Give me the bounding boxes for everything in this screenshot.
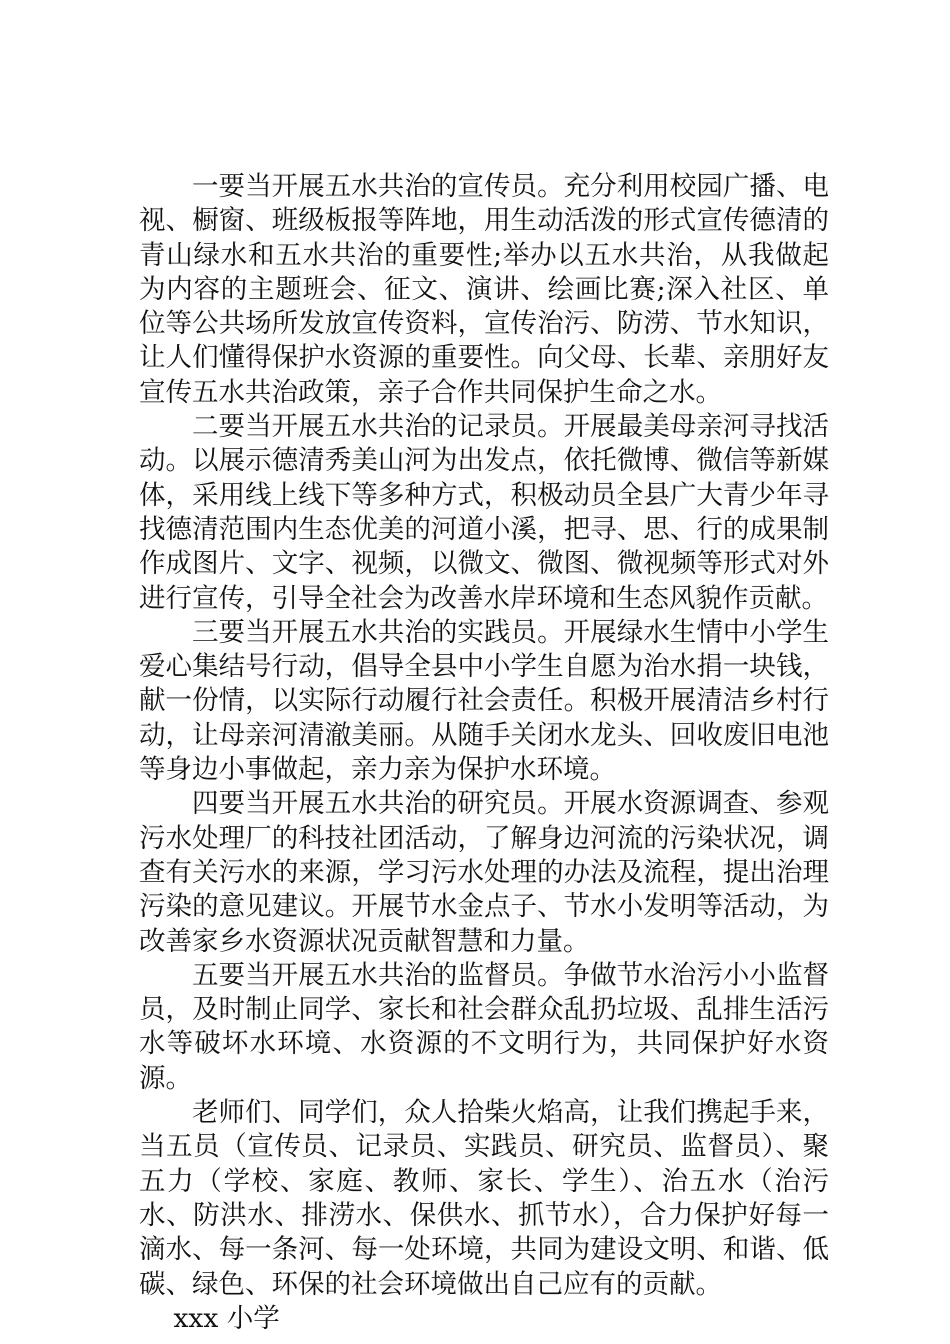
paragraph-recorder: 二要当开展五水共治的记录员。开展最美母亲河寻找活动。以展示德清秀美山河为出发点，依托微博、微信等新媒体，采用线上线下等多种方式，积极动员全县广大青少年寻找德清范围内生态优美的河道小溪，把寻、思、行的成果制作成图片、文字、视频，以微文、微图、微视频等形式对外进行宣传，引导全社会为改善水岸环境和生态风貌作贡献。 bbox=[139, 411, 829, 614]
paragraph-closing: 老师们、同学们，众人拾柴火焰高，让我们携起手来，当五员（宣传员、记录员、实践员、研究员、监督员）、聚五力（学校、家庭、教师、家长、学生）、治五水（治污水、防洪水、排涝水、保供水、抓节水），合力保护好每一滴水、每一条河、每一处环境，共同为建设文明、和谐、低碳、绿色、环保的社会环境做出自己应有的贡献。 bbox=[139, 1097, 829, 1300]
paragraph-practitioner: 三要当开展五水共治的实践员。开展绿水生情中小学生爱心集结号行动，倡导全县中小学生自愿为治水捐一块钱，献一份情，以实际行动履行社会责任。积极开展清洁乡村行动，让母亲河清澈美丽。从随手关闭水龙头、回收废旧电池等身边小事做起，亲力亲为保护水环境。 bbox=[139, 616, 829, 786]
signature: xxx 小学 bbox=[173, 1302, 280, 1334]
paragraph-researcher: 四要当开展五水共治的研究员。开展水资源调查、参观污水处理厂的科技社团活动，了解身边河流的污染状况，调查有关污水的来源，学习污水处理的办法及流程，提出治理污染的意见建议。开展节水金点子、节水小发明等活动，为改善家乡水资源状况贡献智慧和力量。 bbox=[139, 788, 829, 957]
document-body bbox=[139, 170, 829, 1336]
paragraph-supervisor: 五要当开展五水共治的监督员。争做节水治污小小监督员，及时制止同学、家长和社会群众乱扔垃圾、乱排生活污水等破坏水环境、水资源的不文明行为，共同保护好水资源。 bbox=[139, 959, 829, 1094]
paragraph-propagandist: 一要当开展五水共治的宣传员。充分利用校园广播、电视、橱窗、班级板报等阵地，用生动活泼的形式宣传德清的青山绿水和五水共治的重要性;举办以五水共治，从我做起为内容的主题班会、征文、演讲、绘画比赛;深入社区、单位等公共场所发放宣传资料，宣传治污、防涝、节水知识，让人们懂得保护水资源的重要性。向父母、长辈、亲朋好友宣传五水共治政策，亲子合作共同保护生命之水。 bbox=[139, 171, 829, 408]
